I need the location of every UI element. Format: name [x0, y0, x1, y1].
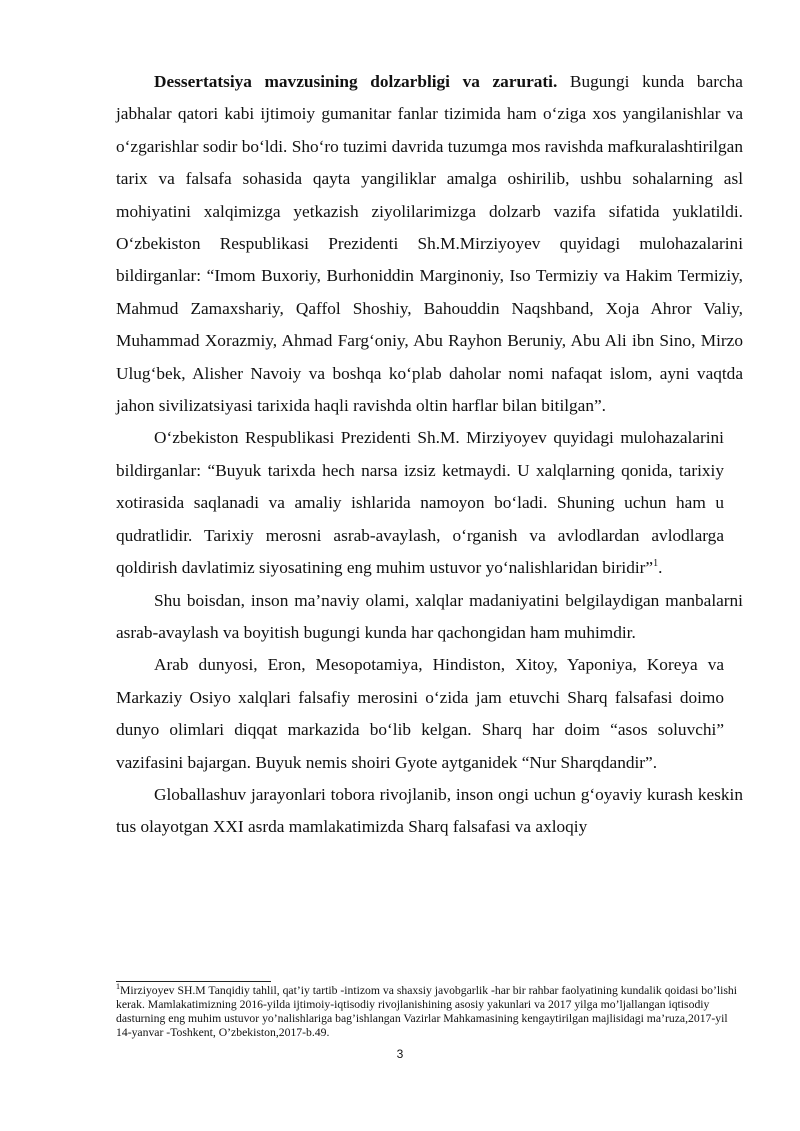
paragraph-text: Globallashuv jarayonlari tobora rivojlanib, inson ongi uchun g‘oyaviy kurash keskin tus olayotgan XXI asrda mamlakatimizda Sharq falsafasi va axloqiy [116, 784, 743, 837]
document-body [116, 66, 743, 844]
section-heading: Dessertatsiya mavzusining dolzarbligi va zarurati. [154, 72, 558, 91]
footnote-marker: 1 [116, 982, 120, 992]
paragraph-eastern-philosophy [116, 649, 724, 779]
paragraph-text: Shu boisdan, inson ma’naviy olami, xalqlar madaniyatini belgilaydigan manbalarni asrab-avaylash va boyitish bugungi kunda har qachongidan ham muhimdir. [116, 590, 743, 642]
page-number: 3 [396, 1047, 404, 1061]
paragraph-text-tail: . [658, 558, 663, 578]
paragraph-text: Arab dunyosi, Eron, Mesopotamiya, Hindiston, Xitoy, Yaponiya, Koreya va Markaziy Osiyo xalqlari falsafiy merosini o‘zida jam etuvchi Sharq falsafasi doimo dunyo olimlari diqqat markazida bo‘lib kelgan. Sharq har doim “asos soluvchi” vazifasini bajargan. Buyuk nemis shoiri Gyote aytganidek “Nur Sharqdandir”. [116, 655, 724, 772]
footnote-separator [116, 981, 271, 982]
footnote-reference[interactable]: 1 [653, 558, 659, 570]
paragraph-president-quote [116, 422, 724, 584]
footnote-text: Mirziyoyev SH.M Tanqidiy tahlil, qat’iy tartib -intizom va shaxsiy javobgarlik -har bir rahbar faolyatining kundalik qoidasi bo’lishi kerak. Mamlakatimizning 2016-yilda ijtimoiy-iqtisodiy rivojlanishining asosiy yakunlari va 2017 yilga mo’ljallangan iqtisodiy dasturning eng muhim ustuvor yo’nalishlariga bag’ishlangan Vazirlar Mahkamasining kengaytirilgan majlisidagi ma’ruza,2017-yil 14-yanvar -Toshkent, O’zbekiston,2017-b.49. [116, 984, 737, 1039]
paragraph-globalization [116, 779, 743, 844]
paragraph-relevance [116, 66, 743, 422]
paragraph-spiritual-world [116, 585, 743, 650]
footnote [116, 984, 746, 1040]
paragraph-text: O‘zbekiston Respublikasi Prezidenti Sh.M. Mirziyoyev quyidagi mulohazalarini bildirganlar: “Buyuk tarixda hech narsa izsiz ketmaydi. U xalqlarning qonida, tarixiy xotirasida saqlanadi va amaliy ishlarida namoyon bo‘ladi. Shuning uchun ham u qudratlidir. Tarixiy merosni asrab-avaylash, o‘rganish va avlodlardan avlodlarga qoldirish davlatimiz siyosatining eng muhim ustuvor yo‘nalishlaridan biridir” [116, 428, 724, 578]
paragraph-text: Bugungi kunda barcha jabhalar qatori kabi ijtimoiy gumanitar fanlar tizimida ham o‘ziga xos yangilanishlar va o‘zgarishlar sodir bo‘ldi. Sho‘ro tuzimi davrida tuzumga mos ravishda mafkuralashtirilgan tarix va falsafa sohasida qayta yangiliklar amalga oshirilib, ushbu sohalarning asl mohiyatini xalqimizga yetkazish ziyolilarimizga dolzarb vazifa sifatida yuklatildi. O‘zbekiston Respublikasi Prezidenti Sh.M.Mirziyoyev quyidagi mulohazalarini bildirganlar: “Imom Buxoriy, Burhoniddin Marginoniy, Iso Termiziy va Hakim Termiziy, Mahmud Zamaxshariy, Qaffol Shoshiy, Bahouddin Naqshband, Xoja Ahror Valiy, Muhammad Xorazmiy, Ahmad Farg‘oniy, Abu Rayhon Beruniy, Abu Ali ibn Sino, Mirzo Ulug‘bek, Alisher Navoiy va boshqa ko‘plab daholar nomi nafaqat islom, ayni vaqtda jahon sivilizatsiyasi tarixida haqli ravishda oltin harflar bilan bitilgan”. [116, 72, 743, 416]
